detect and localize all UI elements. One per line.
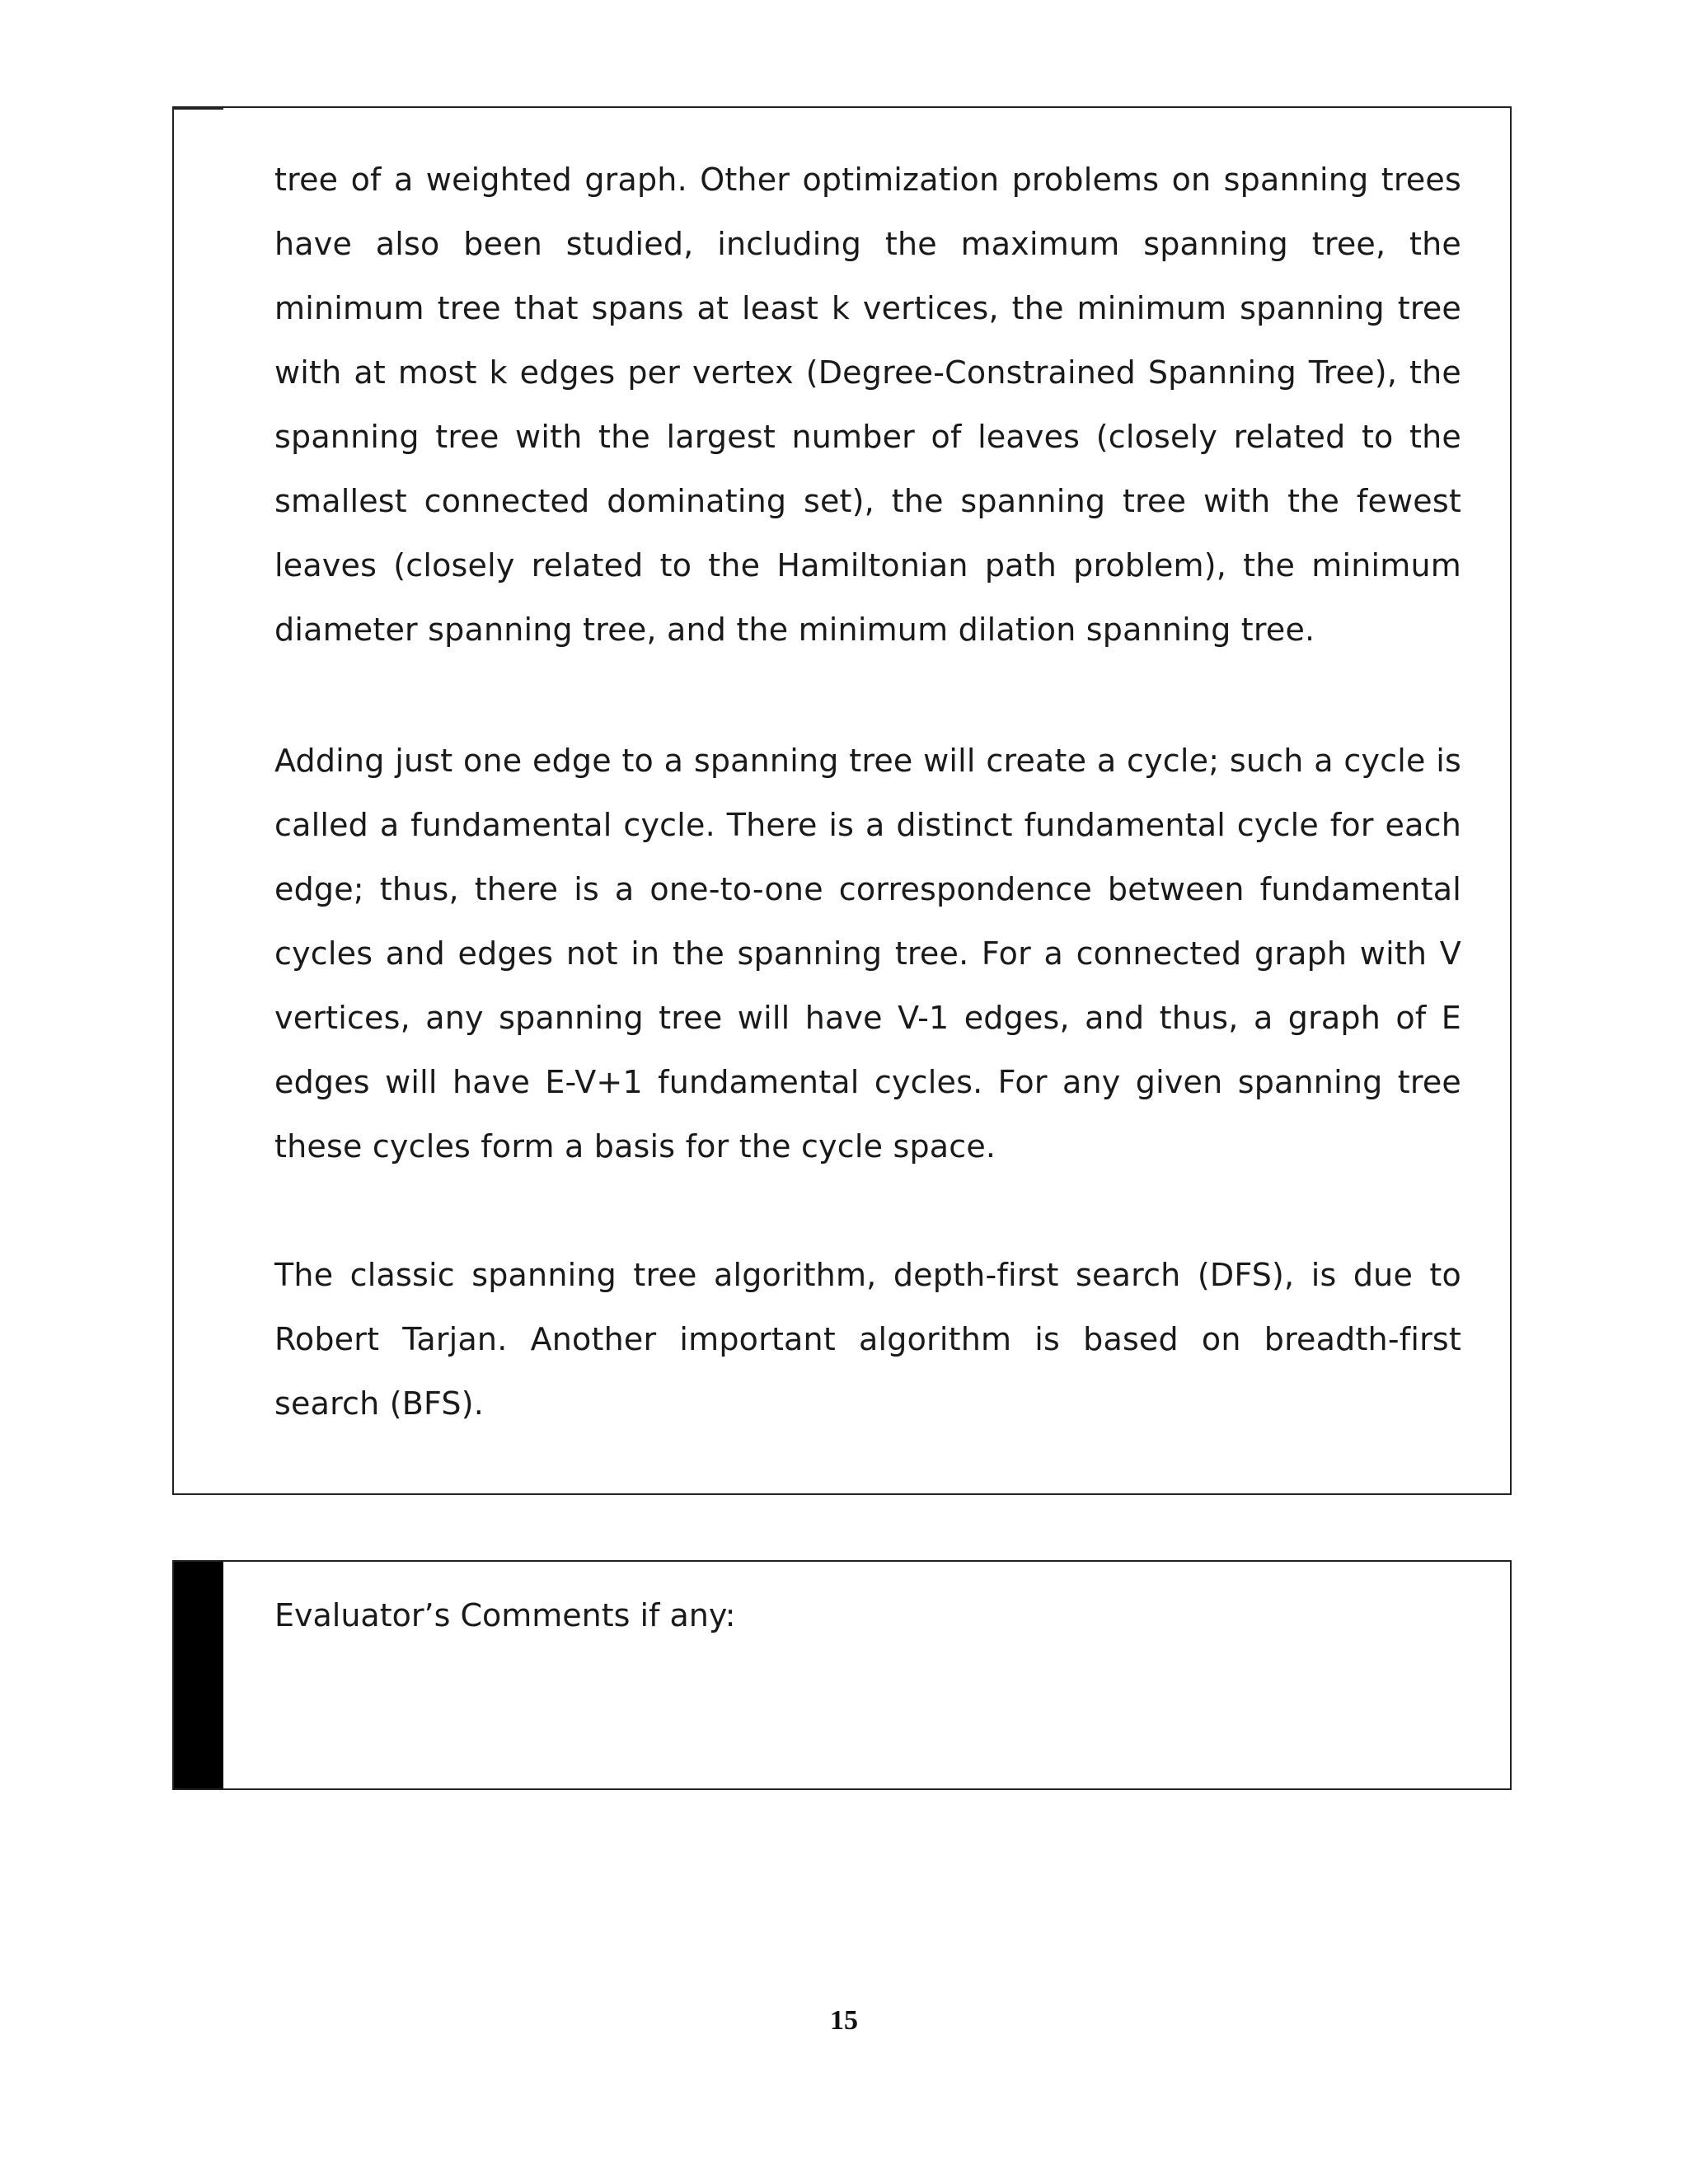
evaluator-comments-label: Evaluator’s Comments if any: <box>274 1597 736 1633</box>
paragraph-algorithms: The classic spanning tree algorithm, depth-first search (DFS), is due to Robert Tarjan. Another important algorithm is based on breadth-first search (BFS). <box>274 1257 1461 1422</box>
frame-left-mark <box>172 157 174 215</box>
page-number: 15 <box>830 2005 858 2036</box>
evaluator-comments-box <box>172 1560 1512 1790</box>
paragraph-spanning-tree-problems: tree of a weighted graph. Other optimization problems on spanning trees have also been studied, including the maximum spanning tree, the minimum tree that spans at least k vertices, the minimum spanning tree with at most k edges per vertex (Degree-Constrained Spanning Tree), the spanning tree with the largest number of leaves (closely related to the smallest connected dominating set), the spanning tree with the fewest leaves (closely related to the Hamiltonian path problem), the minimum diameter spanning tree, and the minimum dilation spanning tree. <box>274 162 1461 648</box>
comment-side-bar <box>174 1562 223 1788</box>
paragraph-fundamental-cycles: Adding just one edge to a spanning tree will create a cycle; such a cycle is called a fundamental cycle. There is a distinct fundamental cycle for each edge; thus, there is a one-to-one correspondence between fundamental cycles and edges not in the spanning tree. For a connected graph with V vertices, any spanning tree will have V-1 edges, and thus, a graph of E edges will have E-V+1 fundamental cycles. For any given spanning tree these cycles form a basis for the cycle space. <box>274 743 1461 1165</box>
frame-corner-mark <box>174 108 223 110</box>
content-frame <box>172 106 1512 1495</box>
